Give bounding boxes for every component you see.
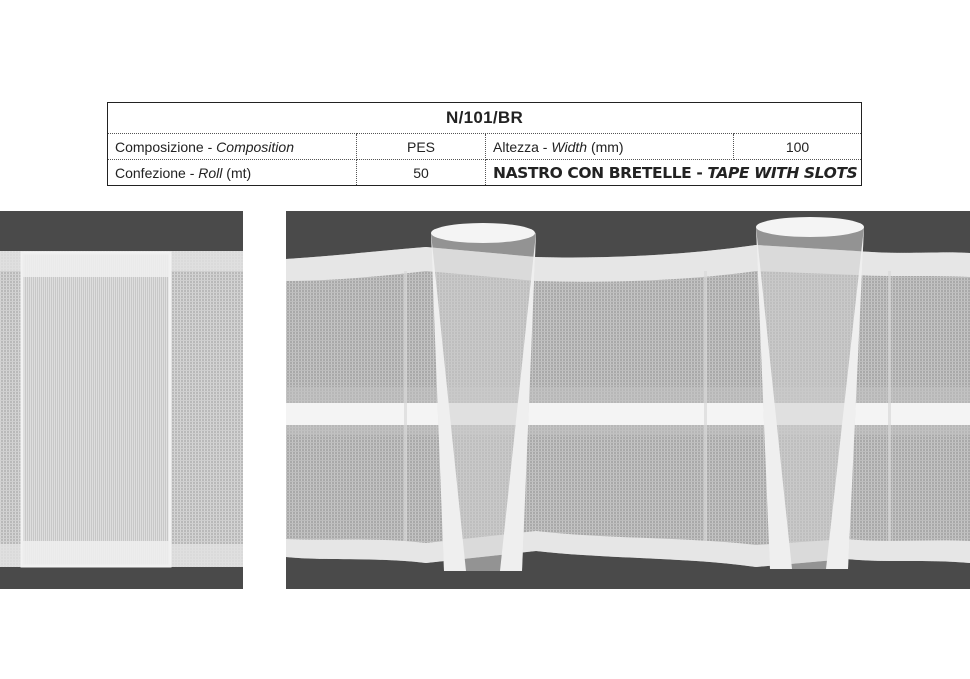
- pleated-tape-image: [286, 211, 970, 589]
- product-description: NASTRO CON BRETELLE - TAPE WITH SLOTS: [486, 160, 862, 186]
- width-label: Altezza - Width (mm): [486, 134, 734, 160]
- spec-table: [107, 102, 862, 186]
- title-row: [108, 103, 862, 134]
- flat-tape-image: [0, 211, 243, 589]
- roll-row: [108, 160, 862, 186]
- roll-value: 50: [357, 160, 486, 186]
- roll-label: Confezione - Roll (mt): [108, 160, 357, 186]
- composition-label: Composizione - Composition: [108, 134, 357, 160]
- composition-value: PES: [357, 134, 486, 160]
- flat-curtain-tape-photo: [0, 211, 243, 589]
- product-code: N/101/BR: [108, 103, 862, 134]
- pleated-curtain-tape-photo: [286, 211, 970, 589]
- composition-row: [108, 134, 862, 160]
- width-value: 100: [734, 134, 862, 160]
